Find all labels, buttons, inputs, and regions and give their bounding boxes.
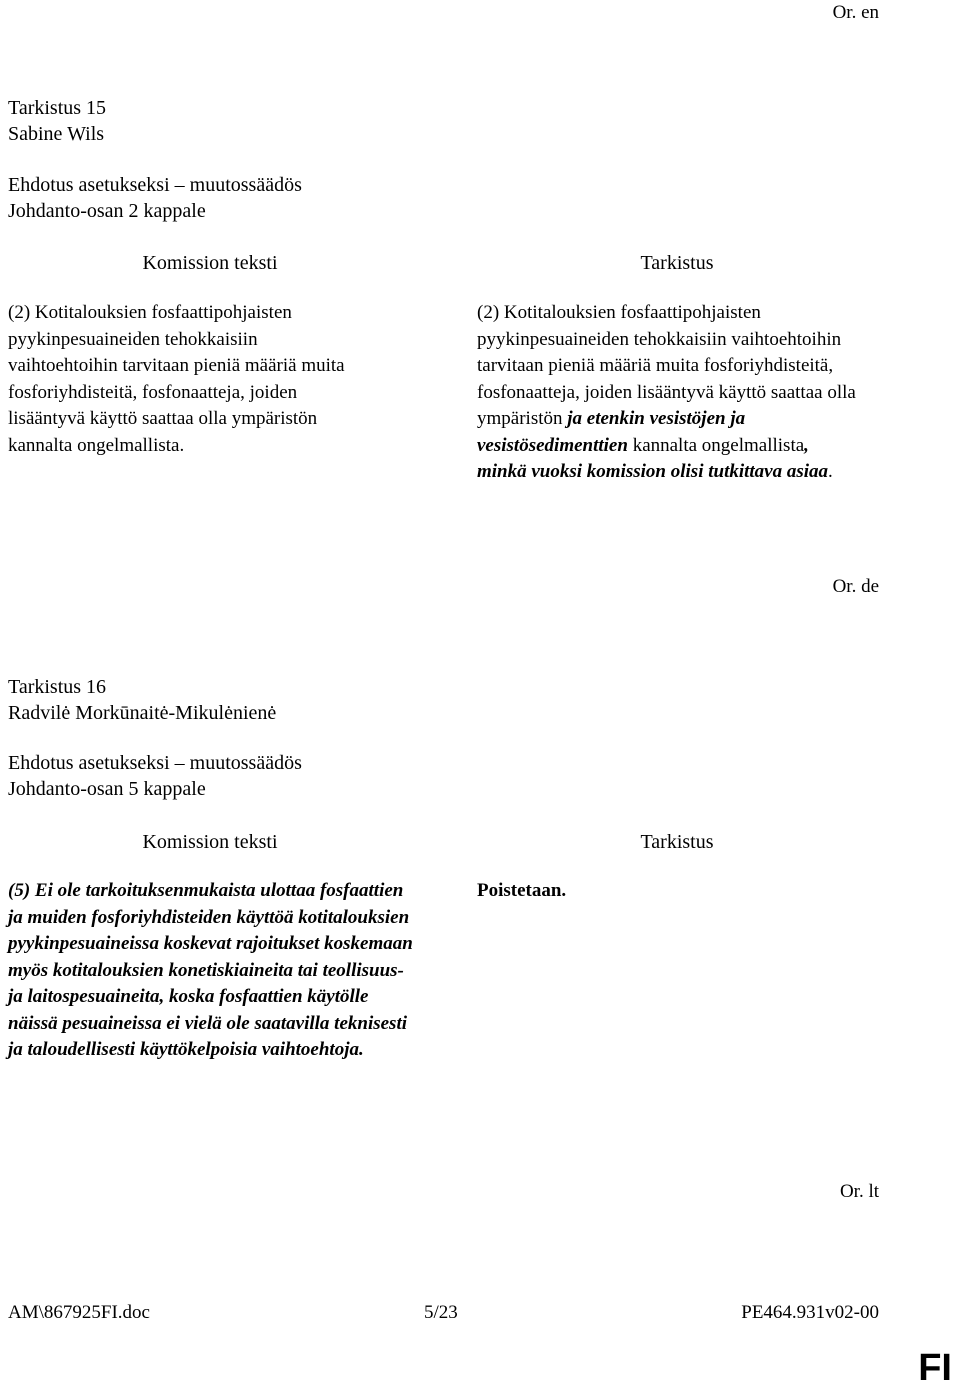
commission-text: (2) Kotitalouksien fosfaattipohjaisten pyykinpesuaineiden tehokkaisiin vaihtoehtoihin tarvitaan pieniä määriä muita fosforiyhdisteitä, fosfonaatteja, joiden lisääntyvä käyttö saattaa olla ympäristön kannalta ongelmallista. bbox=[8, 302, 345, 456]
amendment-heading: Tarkistus bbox=[640, 252, 714, 274]
commission-text-heading: Komission teksti bbox=[142, 252, 278, 274]
proposal-label: Ehdotus asetukseksi – muutossäädös bbox=[8, 752, 302, 774]
commission-text-heading: Komission teksti bbox=[142, 831, 278, 853]
commission-text: (5) Ei ole tarkoituksenmukaista ulottaa fosfaattien ja muiden fosforiyhdisteiden käyttöä kotitalouksien pyykinpesuaineissa koskevat rajoitukset koskemaan myös kotitalouksien konetiskiaineita tai teollisuus- ja laitospesuaineita, koska fosfaattien käytölle näissä pesuaineissa ei vielä ole saatavilla teknisesti ja taloudellisesti käyttökelpoisia vaihtoehtoja. bbox=[8, 880, 413, 1060]
amendment-text bbox=[477, 300, 862, 486]
amendment-text-part: kannalta ongelmallista bbox=[627, 434, 805, 456]
amendment-author: Sabine Wils bbox=[8, 123, 105, 145]
amendment-author: Radvilė Morkūnaitė-Mikulėnienė bbox=[8, 702, 277, 724]
amendment-title: Tarkistus 16 bbox=[8, 676, 107, 698]
document-reference: AM\867925FI.doc bbox=[8, 1302, 150, 1323]
page-number: 5/23 bbox=[424, 1302, 458, 1323]
original-language-marker: Or. lt bbox=[839, 1181, 879, 1202]
amendment-text-emphasis: ja etenkin vesistöjen ja vesistösedimenttien bbox=[477, 408, 746, 456]
proposal-label: Ehdotus asetukseksi – muutossäädös bbox=[8, 174, 302, 196]
amendment-text-emphasis: , minkä vuoksi komission olisi tutkittava asiaa bbox=[477, 434, 829, 482]
amendment-text-part: (2) Kotitalouksien fosfaattipohjaisten pyykinpesuaineiden tehokkaisiin vaihtoehtoihin tarvitaan pieniä määriä muita fosforiyhdisteitä, fosfonaatteja, joiden lisääntyvä käyttö saattaa olla ympäristön bbox=[477, 302, 856, 429]
proposal-location: Johdanto-osan 2 kappale bbox=[8, 200, 206, 222]
amendment-title: Tarkistus 15 bbox=[8, 97, 107, 119]
proposal-location: Johdanto-osan 5 kappale bbox=[8, 778, 206, 800]
original-language-marker: Or. en bbox=[832, 2, 879, 23]
amendment-text-part: . bbox=[828, 461, 833, 482]
pe-reference: PE464.931v02-00 bbox=[741, 1302, 879, 1323]
language-code-mark: FI bbox=[918, 1347, 952, 1389]
amendment-text: Poistetaan. bbox=[477, 880, 567, 901]
amendment-heading: Tarkistus bbox=[640, 831, 714, 853]
original-language-marker: Or. de bbox=[832, 576, 879, 597]
